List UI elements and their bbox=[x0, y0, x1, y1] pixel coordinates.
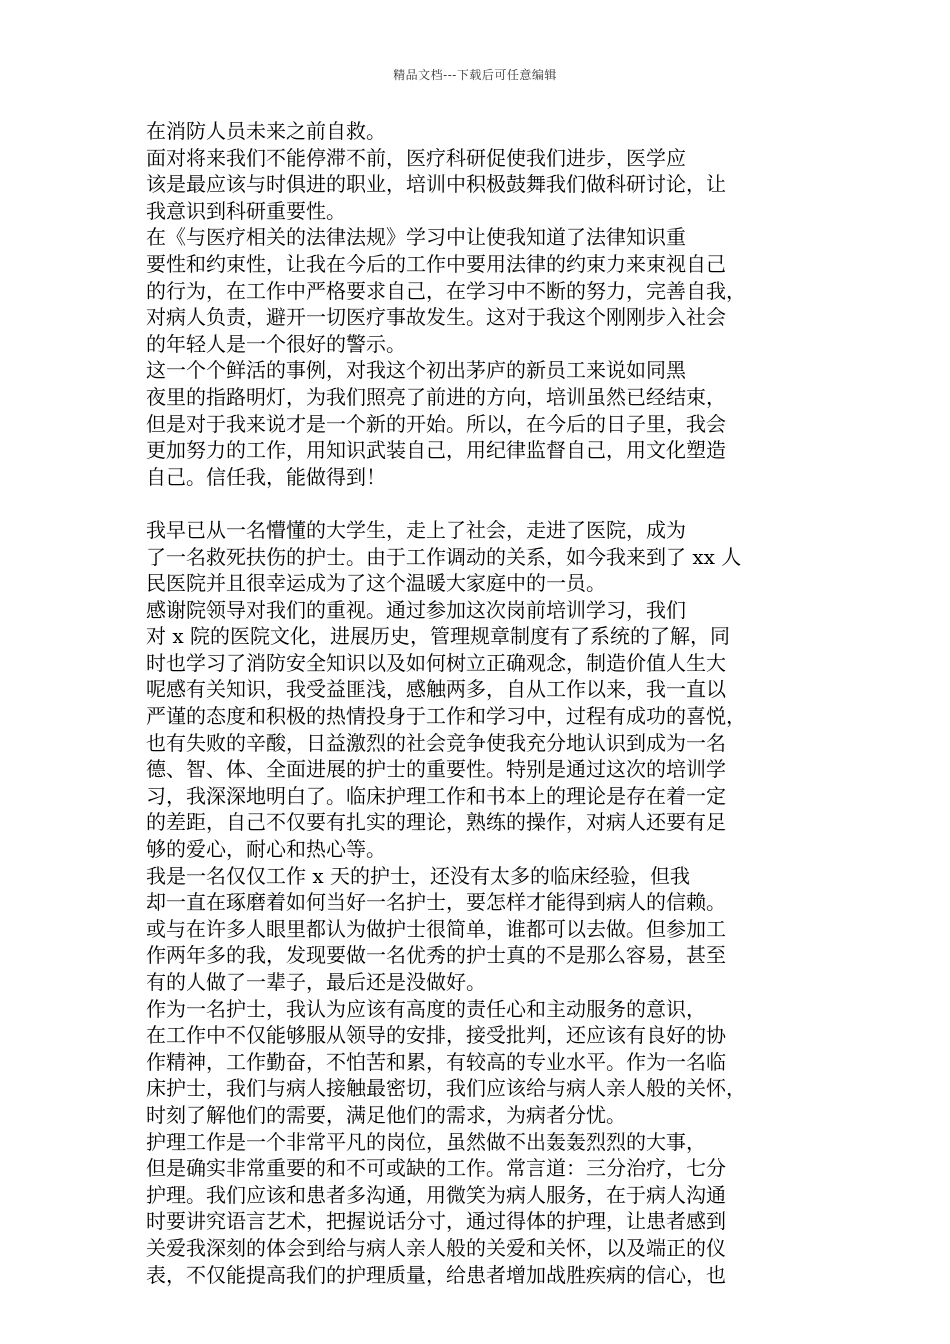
paragraph: 在消防人员未来之前自救。 bbox=[146, 119, 386, 143]
paragraph: 感谢院领导对我们的重视。通过参加这次岗前培训学习，我们 对 x 院的医院文化，进展历史，管理规章制度有了系统的了解，同 时也学习了消防安全知识以及如何树立正确观念，制造价值人生大 呢感有关知识，我受益匪浅，感触两多，自从工作以来，我一直以 严谨的态度和积极的热情投身于工作和学习中，过程有成功的喜悦， 也有失败的辛酸，日益激烈的社会竞争使我充分地认识到成为一名 德、智、体、全面进展的护士的重要性。特别是通过这次的培训学 习，我深深地明白了。临床护理工作和书本上的理论是存在着一定 的差距，自己不仅要有扎实的理论，熟练的操作，对病人还要有足 够的爱心，耐心和热心等。 bbox=[146, 597, 746, 862]
paragraph: 作为一名护士，我认为应该有高度的责任心和主动服务的意识， 在工作中不仅能够服从领导的安排，接受批判，还应该有良好的协 作精神，工作勤奋，不怕苦和累，有较高的专业水平。作为一名临 床护士，我们与病人接触最密切，我们应该给与病人亲人般的关怀， 时刻了解他们的需要，满足他们的需求，为病者分忧。 bbox=[146, 996, 746, 1127]
paragraph: 我早已从一名懵懂的大学生，走上了社会，走进了医院，成为 了一名救死扶伤的护士。由于工作调动的关系，如今我来到了 xx 人 民医院并且很幸运成为了这个温暖大家庭中的一员。 bbox=[146, 517, 742, 596]
section-break bbox=[146, 490, 810, 517]
paragraph: 这一个个鲜活的事例，对我这个初出茅庐的新员工来说如同黑 夜里的指路明灯，为我们照亮了前进的方向，培训虽然已经结束， 但是对于我来说才是一个新的开始。所以，在今后的日子里，我会 更加努力的工作，用知识武装自己，用纪律监督自己，用文化塑造 自己。信任我，能做得到！ bbox=[146, 358, 726, 489]
paragraph: 在《与医疗相关的法律法规》学习中让使我知道了法律知识重 要性和约束性，让我在今后的工作中要用法律的约束力来束视自己 的行为，在工作中严格要求自己，在学习中不断的努力，完善自我， 对病人负责，避开一切医疗事故发生。这对于我这个刚刚步入社会 的年轻人是一个很好的警示。 bbox=[146, 225, 746, 356]
page-header: 精品文档---下载后可任意编辑 bbox=[393, 68, 557, 82]
paragraph: 面对将来我们不能停滞不前，医疗科研促使我们进步，医学应 该是最应该与时俱进的职业，培训中积极鼓舞我们做科研讨论，让 我意识到科研重要性。 bbox=[146, 145, 726, 223]
paragraph: 我是一名仅仅工作 x 天的护士，还没有太多的临床经验，但我 却一直在琢磨着如何当好一名护士，要怎样才能得到病人的信赖。 或与在许多人眼里都认为做护士很简单，谁都可以去做。但参加工 作两年多的我，发现要做一名优秀的护士真的不是那么容易，甚至 有的人做了一辈子，最后还是没做好。 bbox=[146, 863, 726, 994]
paragraph: 护理工作是一个非常平凡的岗位，虽然做不出轰轰烈烈的大事， 但是确实非常重要的和不可或缺的工作。常言道：三分治疗，七分 护理。我们应该和患者多沟通，用微笑为病人服务，在于病人沟通 时要讲究语言艺术，把握说话分寸，通过得体的护理，让患者感到 关爱我深刻的体会到给与病人亲人般的关爱和关怀，以及端正的仪 表，不仅能提高我们的护理质量，给患者增加战胜疾病的信心，也 bbox=[146, 1129, 726, 1287]
document-body bbox=[146, 118, 810, 1288]
